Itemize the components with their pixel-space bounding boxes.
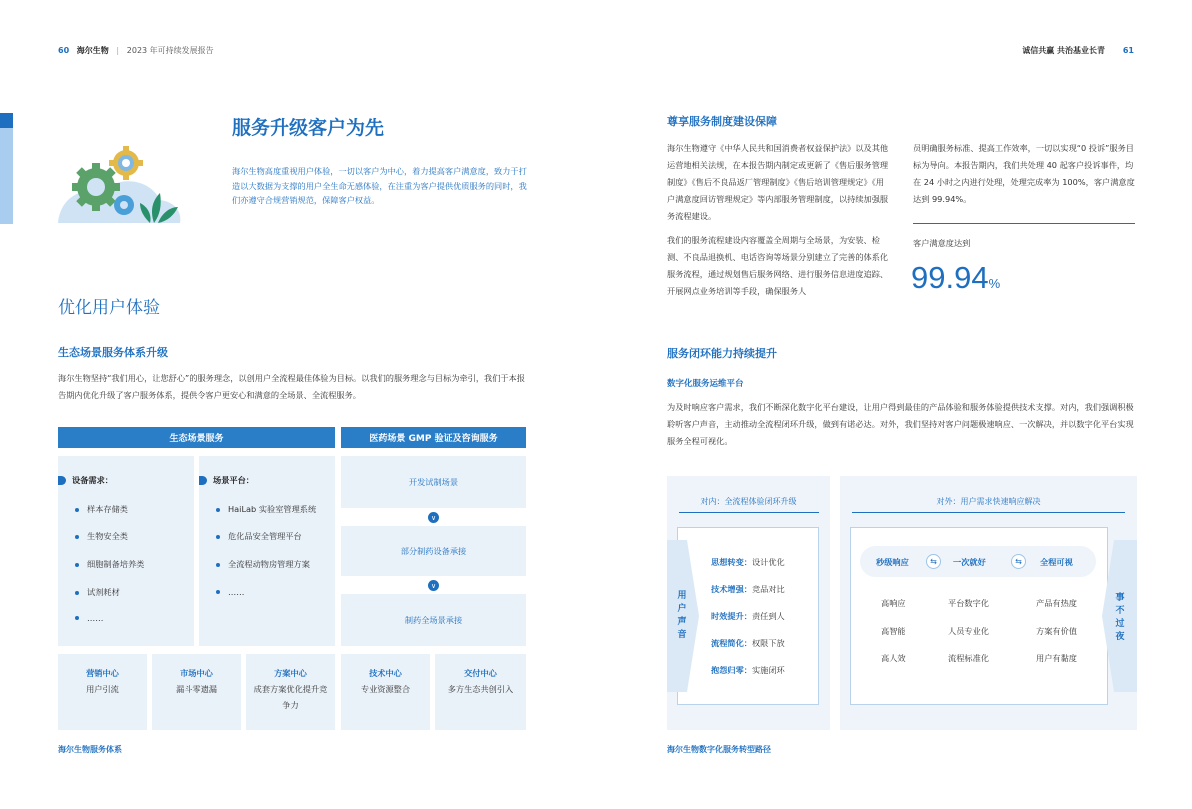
center-title: 方案中心 xyxy=(274,668,307,678)
device-item: …… xyxy=(75,613,103,623)
center-title: 市场中心 xyxy=(180,668,213,678)
premium-paragraph-2: 我们的服务流程建设内容覆盖全周期与全场景，为安装、检测、不良品退换机、电话咨询等场景分别建立了完善的体系化服务流程，通过规划售后服务网络、进行服务信息进度追踪、开展网点业务培训等手段，确保服务人 xyxy=(667,235,889,296)
inner-item xyxy=(711,584,785,595)
platform-item: …… xyxy=(216,587,244,597)
inner-item xyxy=(711,557,785,568)
inner-item-value: 权限下放 xyxy=(751,638,785,648)
header-slogan: 诚信共赢 共治基业长青 xyxy=(1022,46,1106,55)
grid-cell: 高响应 xyxy=(881,598,906,608)
inner-loop-panel xyxy=(667,476,830,730)
center-desc: 用户引流 xyxy=(86,684,119,694)
center-title: 技术中心 xyxy=(369,668,402,678)
inner-item-value: 竞品对比 xyxy=(751,584,785,594)
sub-title-ecology: 生态场景服务体系升级 xyxy=(58,346,168,359)
center-desc: 漏斗零遗漏 xyxy=(176,684,217,694)
center-tech xyxy=(341,654,430,730)
page-number-left: 60 xyxy=(58,46,70,55)
center-desc: 多方生态共创引入 xyxy=(447,684,514,694)
grid-cell: 产品有热度 xyxy=(1036,598,1077,608)
arrow-down-icon: ∨ xyxy=(428,580,439,591)
cycle-icon: ⇆ xyxy=(1011,554,1026,569)
scene-platform-label: 场景平台： xyxy=(213,475,254,485)
grid-cell: 人员专业化 xyxy=(948,626,989,636)
cycle-icon: ⇆ xyxy=(926,554,941,569)
inner-loop-header: 对内：全流程体验闭环升级 xyxy=(700,497,797,506)
center-desc: 专业资源整合 xyxy=(360,684,411,694)
edge-bar-light xyxy=(0,128,13,224)
header-separator: | xyxy=(116,46,120,55)
title-closed-loop: 服务闭环能力持续提升 xyxy=(667,347,777,360)
premium-paragraph-3: 员明确服务标准、提高工作效率，一切以实现“0 投诉”服务目标为导向。本报告期内，我们共处理 40 起客户投诉事件，均在 24 小时之内进行处理，处理完成率为 100%，客户满意度达到 99.94%。 xyxy=(913,143,1135,204)
no-overnight-label: 事不过夜 xyxy=(1115,593,1125,642)
grid-cell: 高人效 xyxy=(881,653,906,663)
edge-bar-dark xyxy=(0,113,13,128)
stat-label: 客户满意度达到 xyxy=(913,238,971,248)
platform-item: HaiLab 实验室管理系统 xyxy=(216,504,316,515)
pill-full-visible: 全程可视 xyxy=(1040,557,1073,567)
ecology-paragraph: 海尔生物坚持“我们用心，让您舒心”的服务理念，以创用户全流程最佳体验为目标。以我们的服务理念与目标为牵引，我们于本报告期内优化升级了客户服务体系，提供令客户更安心和满意的全场景、全流程服务。 xyxy=(58,373,525,400)
page-number-right: 61 xyxy=(1122,46,1134,55)
inner-item-key: 时效提升： xyxy=(711,611,752,621)
outer-response-header: 对外：用户需求快速响应解决 xyxy=(936,497,1041,506)
digital-paragraph: 为及时响应客户需求，我们不断深化数字化平台建设，让用户得到最佳的产品体验和服务体验提供技术支撑。对内，我们强调积极聆听客户声音，主动推动全流程闭环升级，做到有诺必达。对外，我们坚持对客户问题极速响应、一次解决，并以数字化平台实现服务全程可视化。 xyxy=(667,402,1134,446)
hero-title: 服务升级客户为先 xyxy=(232,117,385,139)
hero-text: 海尔生物高度重视用户体验，一切以客户为中心，着力提高客户满意度，致力于打造以大数据为支撑的用户全生命无感体验，在注重为客户提供优质服务的同时，我们亦遵守合规营销规范，保障客户权益。 xyxy=(232,166,527,206)
pill-second-response: 秒级响应 xyxy=(876,557,909,567)
report-name: 2023 年可持续发展报告 xyxy=(126,46,214,55)
gmp-step-dev: 开发试制场景 xyxy=(341,456,526,508)
device-item: 细胞制备培养类 xyxy=(75,559,144,570)
center-solution xyxy=(246,654,335,730)
gmp-step-full: 制药全场景承接 xyxy=(341,594,526,646)
tag-marker xyxy=(58,476,66,485)
caption-service-system: 海尔生物服务体系 xyxy=(58,745,122,754)
grid-cell: 流程标准化 xyxy=(948,653,989,663)
center-delivery xyxy=(435,654,526,730)
inner-item xyxy=(711,665,785,676)
header-right xyxy=(1022,45,1134,56)
inner-item xyxy=(711,638,785,649)
pill-once-done: 一次就好 xyxy=(953,557,986,567)
platform-item: 全流程动物房管理方案 xyxy=(216,559,310,570)
gmp-service-header: 医药场景 GMP 验证及咨询服务 xyxy=(341,427,526,448)
stat-unit: % xyxy=(988,276,1001,291)
outer-response-panel xyxy=(840,476,1137,730)
stat-value: 99.94 xyxy=(911,260,989,295)
header-left xyxy=(58,45,214,56)
inner-item-value: 设计优化 xyxy=(751,557,785,567)
device-demand-panel xyxy=(58,456,194,646)
inner-item-key: 流程简化： xyxy=(711,638,752,648)
grid-cell: 用户有黏度 xyxy=(1036,653,1077,663)
inner-item-key: 思想转变： xyxy=(711,557,752,567)
inner-item xyxy=(711,611,785,622)
center-title: 营销中心 xyxy=(86,668,119,678)
scene-platform-panel xyxy=(199,456,335,646)
center-market xyxy=(152,654,241,730)
gmp-step-partial: 部分制药设备承接 xyxy=(341,526,526,576)
grid-cell: 方案有价值 xyxy=(1036,626,1077,636)
sub-title-digital: 数字化服务运维平台 xyxy=(667,379,744,389)
inner-item-key: 抱怨归零： xyxy=(711,665,752,675)
device-item: 试剂耗材 xyxy=(75,587,120,598)
eco-service-header: 生态场景服务 xyxy=(58,427,335,448)
center-desc: 成套方案优化提升竞争力 xyxy=(253,684,328,710)
inner-header-line xyxy=(679,512,819,513)
user-voice-label: 用户声音 xyxy=(677,591,687,640)
device-item: 样本存储类 xyxy=(75,504,128,515)
outer-header-line xyxy=(852,512,1125,513)
arrow-down-icon: ∨ xyxy=(428,512,439,523)
grid-cell: 平台数字化 xyxy=(948,598,989,608)
satisfaction-stat xyxy=(911,260,1000,296)
inner-item-key: 技术增强： xyxy=(711,584,752,594)
section-title-optimize: 优化用户体验 xyxy=(58,298,160,318)
grid-cell: 高智能 xyxy=(881,626,906,636)
inner-item-value: 实施闭环 xyxy=(751,665,785,675)
premium-paragraph-1: 海尔生物遵守《中华人民共和国消费者权益保护法》以及其他运营地相关法规，在本报告期内制定或更新了《售后服务管理制度》《售后不良品返厂管理制度》《售后培训管理规定》《用户满意度回访管理规定》等内部服务管理制度，以持续加强服务流程建设。 xyxy=(667,143,889,221)
gears-plant-illustration xyxy=(58,145,183,227)
scene-platform-label-row xyxy=(199,475,254,486)
device-item: 生物安全类 xyxy=(75,531,128,542)
inner-item-value: 责任到人 xyxy=(751,611,785,621)
device-demand-label-row xyxy=(58,475,113,486)
caption-digital-path: 海尔生物数字化服务转型路径 xyxy=(667,745,771,754)
device-demand-label: 设备需求： xyxy=(72,475,113,485)
center-title: 交付中心 xyxy=(464,668,497,678)
stat-divider xyxy=(913,223,1135,224)
title-premium-service: 尊享服务制度建设保障 xyxy=(667,115,777,128)
platform-item: 危化品安全管理平台 xyxy=(216,531,302,542)
center-marketing xyxy=(58,654,147,730)
company-name: 海尔生物 xyxy=(76,46,109,55)
tag-marker xyxy=(199,476,207,485)
